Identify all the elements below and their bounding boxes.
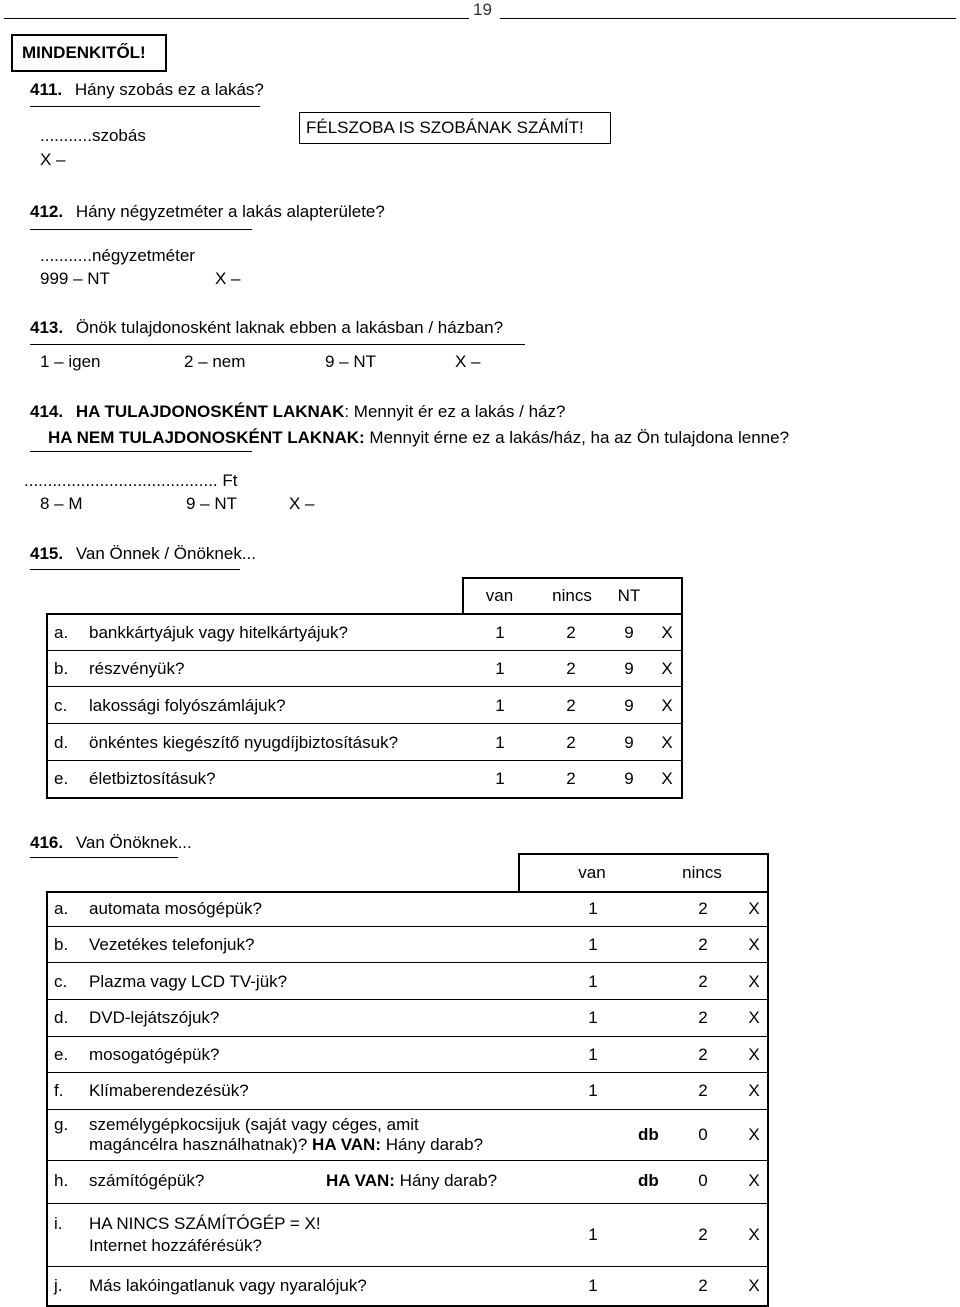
q416-row-letter: j.	[54, 1276, 63, 1295]
q416-code-x[interactable]: X	[748, 1171, 760, 1190]
q416-code-nincs[interactable]: 2	[698, 935, 708, 954]
q415-row-label: önkéntes kiegészítő nyugdíjbiztosításuk?	[89, 733, 399, 752]
q416-code-nincs[interactable]: 2	[698, 972, 708, 991]
header-rule-left	[4, 18, 469, 19]
q416-code-van[interactable]: 1	[588, 1225, 598, 1244]
q416-code-x[interactable]: X	[748, 1008, 760, 1027]
q416-code-van[interactable]: 1	[588, 1081, 598, 1100]
q416-row-h-db[interactable]: db	[638, 1171, 659, 1190]
q416-row-divider	[48, 1203, 767, 1204]
q415-code-x[interactable]: X	[661, 733, 673, 752]
q416-code-nincs[interactable]: 2	[698, 899, 708, 918]
q416-row-letter: h.	[54, 1171, 69, 1190]
q413-number: 413.	[30, 318, 64, 337]
q414-code-nt[interactable]: 9 – NT	[186, 494, 238, 513]
q411-question	[30, 80, 264, 100]
q415-row-letter: c.	[54, 696, 68, 715]
q411-rule	[30, 106, 260, 107]
q414-question-line2	[48, 428, 789, 448]
q415-row-letter: d.	[54, 733, 69, 752]
q415-rule	[30, 569, 240, 570]
q416-code-van[interactable]: 1	[588, 899, 598, 918]
q416-row-label: Plazma vagy LCD TV-jük?	[89, 972, 288, 991]
q416-row-label: Vezetékes telefonjuk?	[89, 935, 255, 954]
q415-header-nt: NT	[617, 586, 641, 605]
q415-row-divider	[48, 650, 681, 651]
q415-code-nincs[interactable]: 2	[566, 659, 576, 678]
everyone-banner-text: MINDENKITŐL!	[22, 43, 146, 62]
q416-row-g-db[interactable]: db	[638, 1125, 659, 1144]
q414-code-x[interactable]: X –	[289, 494, 315, 513]
q416-row-h-condition-wrap	[326, 1171, 497, 1191]
q415-code-x[interactable]: X	[661, 623, 673, 642]
q416-header-van: van	[578, 863, 606, 882]
q416-code-x[interactable]: X	[748, 899, 760, 918]
q416-row-divider	[48, 1109, 767, 1110]
q413-code-nt[interactable]: 9 – NT	[325, 352, 377, 371]
q415-code-x[interactable]: X	[661, 659, 673, 678]
q415-code-van[interactable]: 1	[495, 696, 505, 715]
q415-number: 415.	[30, 544, 64, 563]
q416-row-divider	[48, 926, 767, 927]
q415-row-label: lakossági folyószámlájuk?	[89, 696, 286, 715]
q415-header-nincs: nincs	[552, 586, 592, 605]
q416-row-g-line1: személygépkocsijuk (saját vagy céges, amit	[89, 1115, 419, 1134]
q416-code-x[interactable]: X	[748, 972, 760, 991]
q415-code-van[interactable]: 1	[495, 769, 505, 788]
q414-condition-owner: HA TULAJDONOSKÉNT LAKNAK	[75, 402, 345, 421]
q413-code-x[interactable]: X –	[455, 352, 481, 371]
q415-code-nincs[interactable]: 2	[566, 696, 576, 715]
q416-row-label: automata mosógépük?	[89, 899, 262, 918]
q416-row-letter: f.	[54, 1081, 64, 1100]
q414-answer[interactable]: ......................................... Ft	[24, 471, 238, 490]
q416-row-letter: i.	[54, 1214, 63, 1233]
q416-code-x[interactable]: X	[748, 1276, 760, 1295]
q412-code-nt[interactable]: 999 – NT	[40, 269, 110, 288]
q411-answer[interactable]: ...........szobás	[40, 126, 146, 145]
q416-code-zero[interactable]: 0	[698, 1125, 708, 1144]
q416-code-nincs[interactable]: 2	[698, 1008, 708, 1027]
q415-code-x[interactable]: X	[661, 696, 673, 715]
q411-number: 411.	[30, 80, 63, 99]
q416-rule	[30, 857, 178, 858]
q414-text-owner: : Mennyit ér ez a lakás / ház?	[344, 402, 566, 421]
q415-row-divider	[48, 760, 681, 761]
q416-row-letter: c.	[54, 972, 68, 991]
q415-code-nt[interactable]: 9	[624, 733, 634, 752]
q411-note: FÉLSZOBA IS SZOBÁNAK SZÁMÍT!	[306, 118, 584, 137]
q413-question	[30, 318, 503, 338]
header-rule-right	[500, 18, 956, 19]
q415-code-nt[interactable]: 9	[624, 696, 634, 715]
q416-code-x[interactable]: X	[748, 1081, 760, 1100]
q416-code-van[interactable]: 1	[588, 972, 598, 991]
q415-code-nt[interactable]: 9	[624, 659, 634, 678]
q413-code-no[interactable]: 2 – nem	[184, 352, 246, 371]
q415-row-label: részvényük?	[89, 659, 185, 678]
q414-code-m[interactable]: 8 – M	[40, 494, 83, 513]
q416-number: 416.	[30, 833, 64, 852]
q416-code-nincs[interactable]: 2	[698, 1081, 708, 1100]
q415-code-nincs[interactable]: 2	[566, 623, 576, 642]
q413-text: Önök tulajdonosként laknak ebben a lakásban / házban?	[75, 318, 504, 337]
q416-code-zero[interactable]: 0	[698, 1171, 708, 1190]
q416-code-nincs[interactable]: 2	[698, 1225, 708, 1244]
q416-row-label: Klímaberendezésük?	[89, 1081, 249, 1100]
q416-code-x[interactable]: X	[748, 935, 760, 954]
q416-code-nincs[interactable]: 2	[698, 1276, 708, 1295]
q416-code-van[interactable]: 1	[588, 1008, 598, 1027]
q414-number: 414.	[30, 402, 64, 421]
q416-code-van[interactable]: 1	[588, 1276, 598, 1295]
q416-row-letter: a.	[54, 899, 69, 918]
q413-code-yes[interactable]: 1 – igen	[40, 352, 101, 371]
q416-row-h-label: számítógépük?	[89, 1171, 205, 1190]
q412-code-x[interactable]: X –	[215, 269, 241, 288]
q416-row-g-condition: HA VAN:	[312, 1135, 381, 1154]
q416-row-divider	[48, 1160, 767, 1161]
q415-code-nincs[interactable]: 2	[566, 733, 576, 752]
q415-code-van[interactable]: 1	[495, 623, 505, 642]
q416-row-i-line2: Internet hozzáférésük?	[89, 1236, 262, 1255]
q416-code-x[interactable]: X	[748, 1045, 760, 1064]
q415-code-nt[interactable]: 9	[624, 769, 634, 788]
q415-code-van[interactable]: 1	[495, 733, 505, 752]
q416-row-letter: d.	[54, 1008, 69, 1027]
q415-code-x[interactable]: X	[661, 769, 673, 788]
q415-row-label: életbiztosításuk?	[89, 769, 216, 788]
q414-rule	[30, 451, 252, 452]
q416-row-label: mosogatógépük?	[89, 1045, 220, 1064]
q412-text: Hány négyzetméter a lakás alapterülete?	[75, 202, 385, 221]
q416-row-letter: b.	[54, 935, 69, 954]
q416-row-divider	[48, 999, 767, 1000]
q415-header-van: van	[485, 586, 514, 605]
q416-code-van[interactable]: 1	[588, 1045, 598, 1064]
q416-row-j-label: Más lakóingatlanuk vagy nyaralójuk?	[89, 1276, 367, 1295]
q415-code-nt[interactable]: 9	[624, 623, 634, 642]
q416-row-g-label: magáncélra használhatnak)?	[89, 1135, 308, 1154]
q412-answer[interactable]: ...........négyzetméter	[40, 246, 195, 265]
q416-row-divider	[48, 962, 767, 963]
q416-code-x[interactable]: X	[748, 1225, 760, 1244]
q412-number: 412.	[30, 202, 64, 221]
q416-row-letter: g.	[54, 1115, 69, 1134]
q412-question	[30, 202, 385, 222]
q416-row-g-line2	[89, 1135, 483, 1155]
q416-row-g-tail: Hány darab?	[381, 1135, 484, 1154]
q415-row-letter: b.	[54, 659, 69, 678]
q412-rule	[30, 229, 252, 230]
q415-text: Van Önnek / Önöknek...	[75, 544, 257, 563]
page-number: 19	[473, 0, 492, 19]
q411-text: Hány szobás ez a lakás?	[74, 80, 264, 99]
q416-row-label: DVD-lejátszójuk?	[89, 1008, 220, 1027]
q413-rule	[30, 344, 525, 345]
q415-row-label: bankkártyájuk vagy hitelkártyájuk?	[89, 623, 348, 642]
q416-row-i-line1: HA NINCS SZÁMÍTÓGÉP = X!	[89, 1214, 321, 1233]
q416-row-divider	[48, 1036, 767, 1037]
q416-code-x[interactable]: X	[748, 1125, 760, 1144]
q415-row-letter: e.	[54, 769, 69, 788]
q416-row-h-condition: HA VAN:	[326, 1171, 395, 1190]
q415-row-letter: a.	[54, 623, 69, 642]
q416-header-nincs: nincs	[682, 863, 722, 882]
q414-text-nonowner: Mennyit érne ez a lakás/ház, ha az Ön tulajdona lenne?	[364, 428, 790, 447]
q416-question	[30, 833, 192, 853]
q416-text: Van Önöknek...	[75, 833, 192, 852]
q414-condition-nonowner: HA NEM TULAJDONOSKÉNT LAKNAK:	[48, 428, 365, 447]
q415-code-nincs[interactable]: 2	[566, 769, 576, 788]
q416-code-nincs[interactable]: 2	[698, 1045, 708, 1064]
q415-question	[30, 544, 256, 564]
q414-question-line1	[30, 402, 565, 422]
q416-row-divider	[48, 1266, 767, 1267]
q416-row-h-tail: Hány darab?	[394, 1171, 498, 1190]
q415-row-divider	[48, 686, 681, 687]
q415-row-divider	[48, 723, 681, 724]
q415-code-van[interactable]: 1	[495, 659, 505, 678]
q416-row-divider	[48, 1072, 767, 1073]
q411-code-x[interactable]: X –	[40, 150, 66, 169]
q416-row-letter: e.	[54, 1045, 69, 1064]
q416-code-van[interactable]: 1	[588, 935, 598, 954]
